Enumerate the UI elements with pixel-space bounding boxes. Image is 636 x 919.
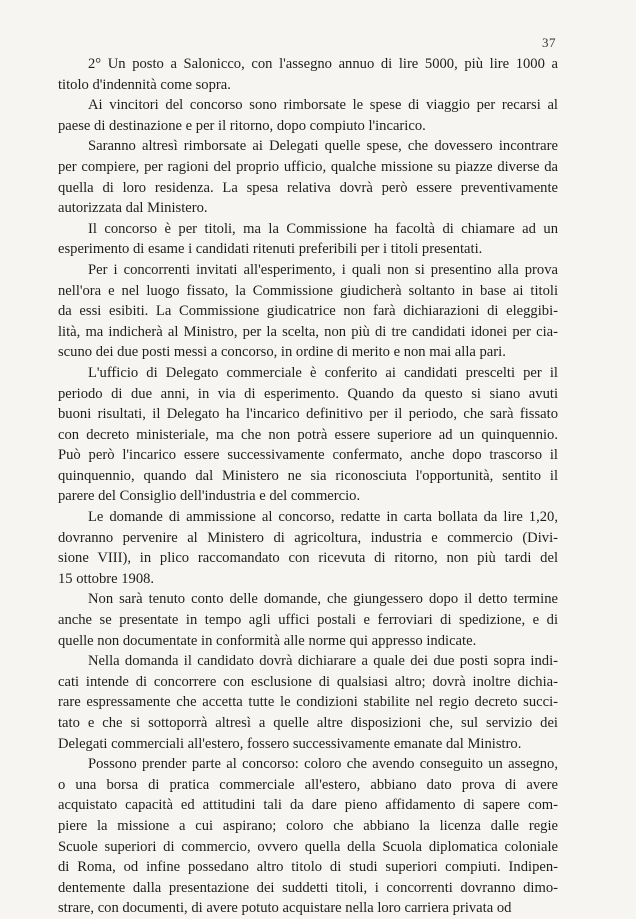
text-line: quinquennio, quando dal Ministero ne sia riconosciuta l'opportunità, sentito il — [58, 467, 558, 484]
page-number: 37 — [542, 35, 556, 50]
paragraph — [58, 363, 558, 507]
text-line: Per i concorrenti invitati all'esperimento, i quali non si presentino alla prova — [88, 261, 558, 278]
text-line: Le domande di ammissione al concorso, redatte in carta bollata da lire 1,20, — [88, 509, 558, 526]
text-line: Possono prender parte al concorso: coloro che avendo conseguito un assegno, — [88, 756, 558, 773]
text-line: periodo di due anni, in via di esperimento. Quando da questo si siano avuti — [58, 385, 558, 402]
body-text — [58, 54, 558, 919]
text-line: rare espressamente che accetta tutte le condizioni stabilite nel regio decreto succi- — [58, 694, 558, 711]
text-line: Ai vincitori del concorso sono rimborsate le spese di viaggio per recarsi al — [88, 97, 558, 114]
paragraph — [58, 95, 558, 136]
text-line: esperimento di esame i candidati ritenuti preferibili per i titoli presentati. — [58, 241, 483, 258]
text-line: L'ufficio di Delegato commerciale è conferito ai candidati prescelti per il — [88, 364, 558, 381]
text-line: o una borsa di pratica commerciale all'estero, abbiano dato prova di avere — [58, 776, 558, 793]
text-line: quella di loro residenza. La spesa relativa dovrà però essere preventivamente — [58, 179, 558, 196]
text-line: autorizzata dal Ministero. — [58, 200, 208, 217]
paragraph — [58, 589, 558, 651]
text-line: di Roma, od infine possedano altro titolo di studi superiori compiuti. Indipen- — [58, 859, 558, 876]
paragraph — [58, 507, 558, 589]
text-line: Può però l'incarico essere successivamente confermato, anche dopo trascorso il — [58, 447, 558, 464]
text-line: sione VIII), in plico raccomandato con ricevuta di ritorno, non più tardi del — [58, 550, 558, 567]
text-line: Non sarà tenuto conto delle domande, che giungessero dopo il detto termine — [88, 591, 558, 608]
text-line: titolo d'indennità come sopra. — [58, 76, 231, 93]
text-line: Nella domanda il candidato dovrà dichiarare a quale dei due posti sopra indi- — [88, 653, 558, 670]
paragraph — [58, 219, 558, 260]
text-line: dovranno pervenire al Ministero di agricoltura, industria e commercio (Divi- — [58, 529, 558, 546]
text-line: Saranno altresì rimborsate ai Delegati quelle spese, che dovessero incontrare — [88, 138, 558, 155]
text-line: Scuole superiori di commercio, ovvero quella della Scuola diplomatica coloniale — [58, 838, 558, 855]
text-line: buoni risultati, il Delegato ha l'incarico definitivo per il periodo, che sarà fissato — [58, 406, 558, 423]
text-line: cati intende di concorrere con esclusione di qualsiasi altro; dovrà inoltre dichia- — [58, 673, 558, 690]
text-line: Il concorso è per titoli, ma la Commissione ha facoltà di chiamare ad un — [88, 220, 558, 237]
text-line: dentemente dalla presentazione dei suddetti titoli, i concorrenti dovranno dimo- — [58, 879, 558, 896]
paragraph — [58, 651, 558, 754]
text-line: da essi esibiti. La Commissione giudicatrice non farà dichiarazioni di eleggibi- — [58, 303, 558, 320]
text-line: nell'ora e nel luogo fissato, la Commissione giudicherà soltanto in base ai titoli — [58, 282, 558, 299]
paragraph — [58, 54, 558, 95]
text-line: quelle non documentate in conformità alle norme qui appresso indicate. — [58, 632, 477, 649]
text-line: 15 ottobre 1908. — [58, 570, 155, 587]
text-line: parere del Consiglio dell'industria e del commercio. — [58, 488, 361, 505]
text-line: scuno dei due posti messi a concorso, in ordine di merito e non mai alla pari. — [58, 344, 506, 361]
text-line: strare, con documenti, di avere potuto acquistare nella loro carriera privata od — [58, 900, 512, 917]
text-line: tato e che si sottoporrà altresì a quelle altre disposizioni che, sul servizio dei — [58, 715, 558, 731]
text-line: Delegati commerciali all'estero, fossero successivamente emanate dal Ministro. — [58, 735, 522, 752]
text-line: anche se presentate in tempo agli uffici postali e ferroviari di spedizione, e di — [58, 612, 558, 629]
text-line: 2° Un posto a Salonicco, con l'assegno annuo di lire 5000, più lire 1000 a — [88, 56, 558, 72]
text-line: acquistato capacità ed attitudini tali da dare pieno affidamento di sapere com- — [58, 797, 558, 814]
text-line: piere la missione a cui aspirano; coloro che abbiano la licenza dalle regie — [58, 817, 558, 834]
text-line: con decreto ministeriale, ma che non potrà essere superiore ad un quinquennio. — [58, 426, 558, 443]
text-line: per compiere, per ragioni del proprio ufficio, qualche missione su piazze diverse da — [58, 158, 558, 175]
text-line: paese di destinazione e per il ritorno, dopo compiuto l'incarico. — [58, 117, 426, 134]
paragraph — [58, 260, 558, 363]
paragraph — [58, 136, 558, 218]
paragraph — [58, 754, 558, 919]
text-line: lità, ma indicherà al Ministro, per la scelta, non più di tre candidati idonei per cia- — [58, 323, 558, 340]
